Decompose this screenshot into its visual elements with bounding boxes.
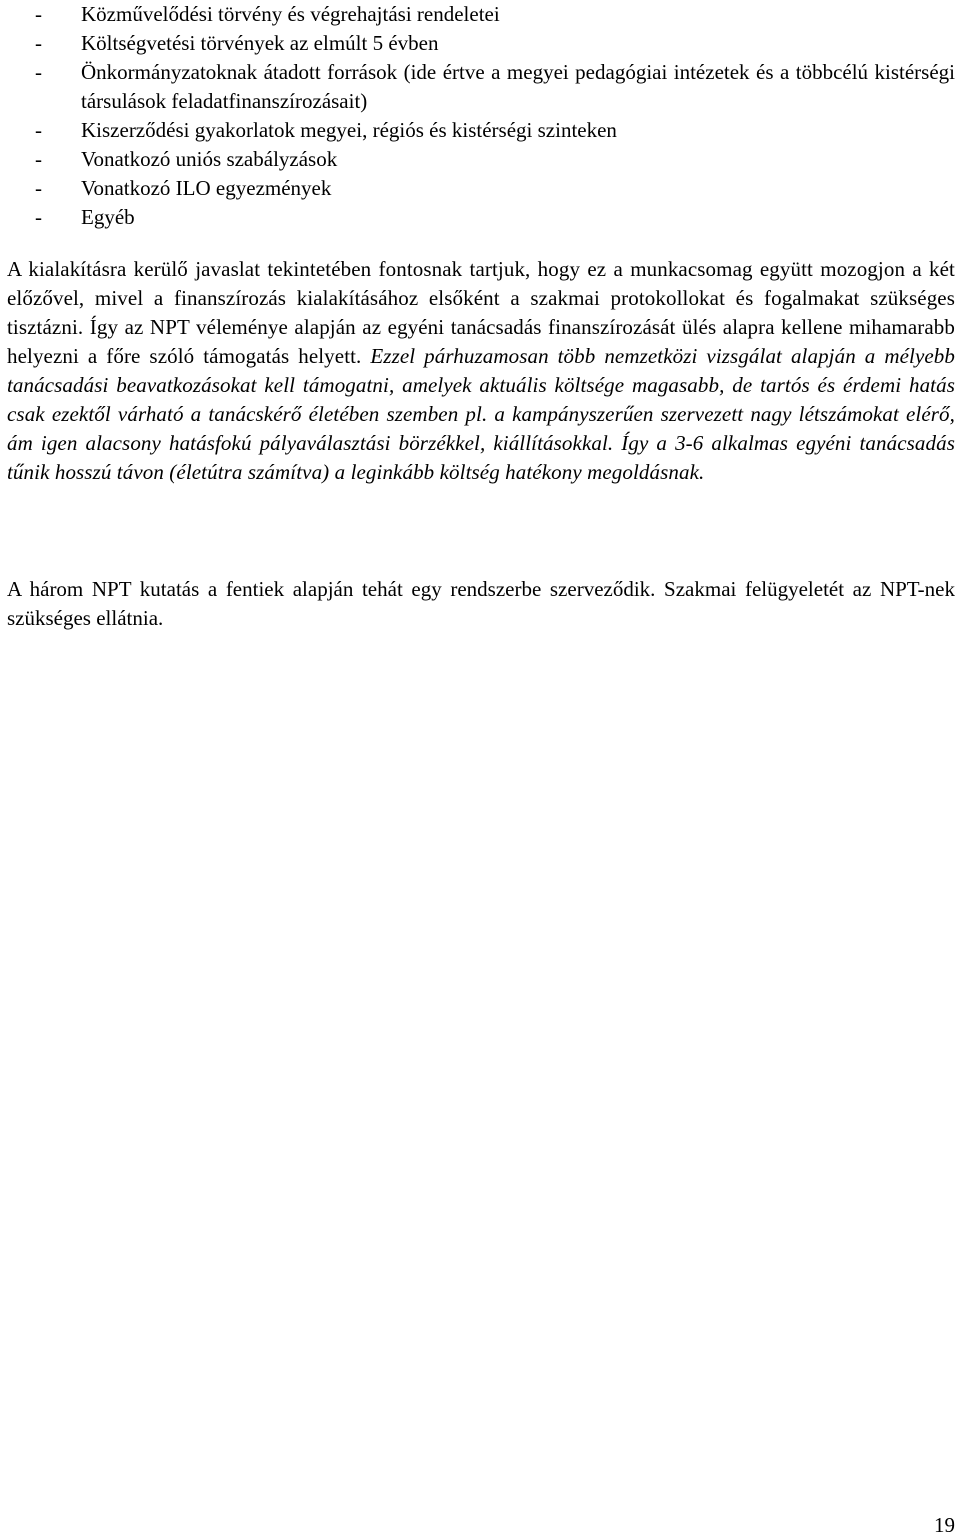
bullet-marker: - <box>35 60 42 84</box>
bullet-list <box>7 0 955 232</box>
paragraph-funding-proposal <box>7 255 955 487</box>
paragraph-italic-text: Ezzel párhuzamosan több nemzetközi vizsgálat alapján a mélyebb tanácsadási beavatkozásokat kell támogatni, amelyek aktuális költsége magasabb, de tartós és érdemi hatás csak ezektől várható a tanácskérő életében szemben pl. a kampányszerűen szervezett nagy létszámokat elérő, ám igen alacsony hatásfokú pályaválasztási börzékkel, kiállításokkal. Így a 3-6 alkalmas egyéni tanácsadás tűnik hosszú távon (életútra számítva) a leginkább költség hatékony megoldásnak. <box>7 344 955 484</box>
document-page <box>7 0 955 630</box>
bullet-marker: - <box>35 205 42 229</box>
list-item <box>7 58 955 116</box>
list-item-text: Önkormányzatoknak átadott források (ide értve a megyei pedagógiai intézetek és a többcélú kistérségi társulások feladatfinanszírozásait) <box>81 60 955 113</box>
bullet-marker: - <box>35 147 42 171</box>
page-number: 19 <box>934 1513 955 1537</box>
bullet-marker: - <box>35 118 42 142</box>
list-item <box>7 145 955 174</box>
list-item-text: Költségvetési törvények az elmúlt 5 évben <box>81 31 439 55</box>
paragraph-conclusion: A három NPT kutatás a fentiek alapján tehát egy rendszerbe szerveződik. Szakmai felügyeletét az NPT-nek szükséges ellátnia. <box>7 577 955 630</box>
bullet-marker: - <box>35 31 42 55</box>
list-item-text: Kiszerződési gyakorlatok megyei, régiós és kistérségi szinteken <box>81 118 617 142</box>
list-item-text: Egyéb <box>81 205 135 229</box>
paragraph-regular-text: A kialakításra kerülő javaslat tekintetében fontosnak tartjuk, hogy ez a munkacsomag együtt mozogjon a két előzővel, mivel a finanszírozás kialakításához elsőként a szakmai protokollokat és fogalmakat szükséges tisztázni. Így az NPT véleménye alapján az egyéni tanácsadás finanszírozását ülés alapra kellene mihamarabb helyezni a főre szóló támogatás helyett. <box>7 257 955 368</box>
list-item <box>7 116 955 145</box>
list-item <box>7 29 955 58</box>
bullet-marker: - <box>35 176 42 200</box>
list-item <box>7 203 955 232</box>
bullet-marker: - <box>35 2 42 26</box>
list-item-text: Vonatkozó uniós szabályzások <box>81 147 338 171</box>
list-item <box>7 174 955 203</box>
list-item <box>7 0 955 29</box>
list-item-text: Vonatkozó ILO egyezmények <box>81 176 332 200</box>
list-item-text: Közművelődési törvény és végrehajtási rendeletei <box>81 2 500 26</box>
